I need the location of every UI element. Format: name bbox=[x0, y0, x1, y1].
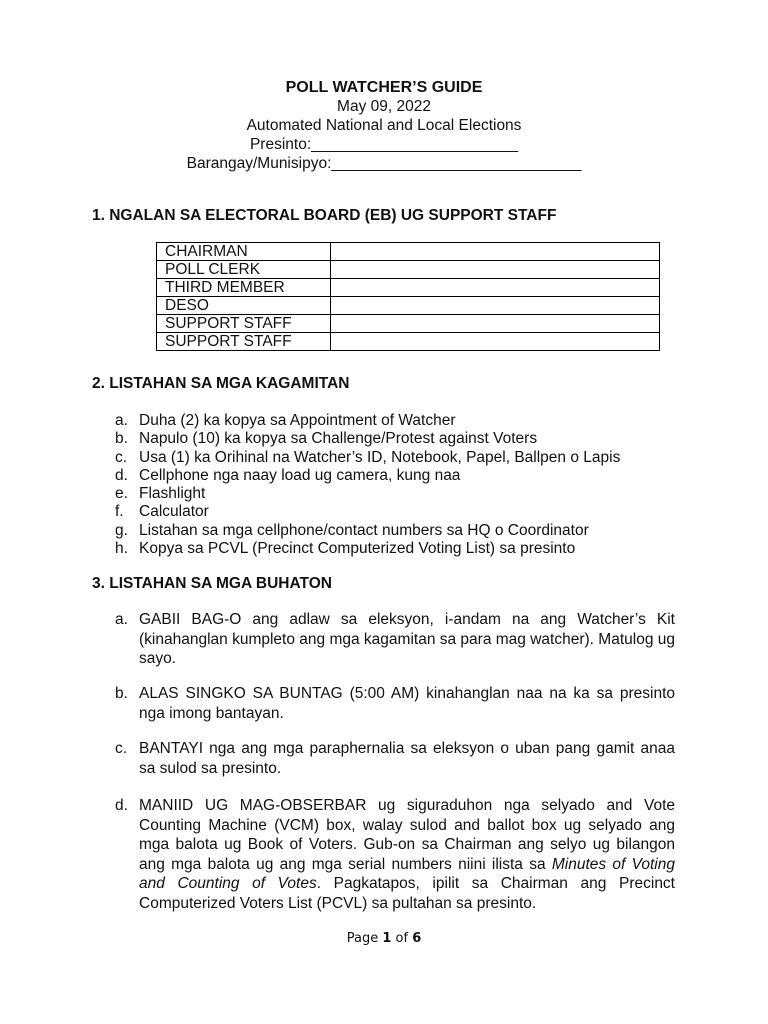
list-item bbox=[115, 449, 620, 467]
list-item-text: Cellphone nga naay load ug camera, kung naa bbox=[139, 466, 461, 484]
task-marker: c. bbox=[115, 740, 128, 757]
role-cell: CHAIRMAN bbox=[157, 243, 331, 261]
task-item bbox=[115, 796, 675, 913]
task-text: ALAS SINGKO SA BUNTAG (5:00 AM) kinahanglan naa na ka sa presinto nga imong bantayan. bbox=[139, 685, 675, 722]
section1-heading: 1. NGALAN SA ELECTORAL BOARD (EB) UG SUPPORT STAFF bbox=[92, 207, 557, 224]
name-cell bbox=[331, 297, 660, 315]
section3-heading: 3. LISTAHAN SA MGA BUHATON bbox=[92, 575, 332, 592]
list-item bbox=[115, 522, 620, 540]
list-item-text: Kopya sa PCVL (Precinct Computerized Voting List) sa presinto bbox=[139, 540, 576, 558]
task-text: BANTAYI nga ang mga paraphernalia sa eleksyon o uban pang gamit anaa sa sulod sa presinto. bbox=[139, 740, 675, 777]
name-cell bbox=[331, 243, 660, 261]
task-item bbox=[115, 610, 675, 669]
role-cell: THIRD MEMBER bbox=[157, 279, 331, 297]
task-text-part: . Pagkatapos, ipilit sa Chairman ang Precinct Computerized Voters List (PCVL) sa pultahan sa presinto. bbox=[139, 875, 675, 912]
election-name: Automated National and Local Elections bbox=[246, 117, 522, 134]
table-row bbox=[157, 279, 660, 297]
list-item bbox=[115, 467, 620, 485]
name-cell bbox=[331, 315, 660, 333]
table-row bbox=[157, 333, 660, 351]
list-marker: b. bbox=[115, 430, 128, 448]
role-cell: SUPPORT STAFF bbox=[157, 333, 331, 351]
task-item bbox=[115, 684, 675, 723]
list-marker: e. bbox=[115, 485, 128, 503]
electoral-board-table bbox=[156, 242, 660, 351]
barangay-field: Barangay/Munisipyo:_____________________________ bbox=[186, 155, 582, 172]
table-row bbox=[157, 297, 660, 315]
table-row bbox=[157, 243, 660, 261]
list-item bbox=[115, 540, 620, 558]
document-header bbox=[0, 78, 768, 173]
list-item bbox=[115, 503, 620, 521]
task-marker: a. bbox=[115, 611, 128, 628]
list-marker: a. bbox=[115, 412, 128, 429]
role-cell: SUPPORT STAFF bbox=[157, 315, 331, 333]
presinto-field: Presinto:________________________ bbox=[249, 136, 519, 153]
list-item-text: Calculator bbox=[139, 503, 209, 521]
list-marker: d. bbox=[115, 466, 128, 484]
of-word: of bbox=[395, 931, 409, 946]
page-total: 6 bbox=[412, 931, 422, 946]
list-item-text: Duha (2) ka kopya sa Appointment of Watcher bbox=[139, 412, 456, 429]
list-marker: h. bbox=[115, 540, 128, 558]
list-item bbox=[115, 485, 620, 503]
role-cell: POLL CLERK bbox=[157, 261, 331, 279]
name-cell bbox=[331, 261, 660, 279]
task-marker: d. bbox=[115, 797, 128, 814]
page-footer bbox=[0, 931, 768, 946]
task-item bbox=[115, 739, 675, 778]
supplies-list bbox=[115, 412, 620, 558]
task-marker: b. bbox=[115, 685, 128, 702]
role-cell: DESO bbox=[157, 297, 331, 315]
list-item-text: Napulo (10) ka kopya sa Challenge/Protest against Voters bbox=[139, 430, 538, 448]
list-item-text: Flashlight bbox=[139, 485, 206, 503]
name-cell bbox=[331, 279, 660, 297]
task-text-italic: Minutes of Voting and Counting of Votes bbox=[139, 855, 675, 892]
list-item bbox=[115, 412, 620, 430]
list-item-text: Listahan sa mga cellphone/contact numbers sa HQ o Coordinator bbox=[139, 521, 589, 539]
task-text bbox=[139, 796, 675, 913]
page-number: 1 bbox=[382, 931, 392, 946]
page-word: Page bbox=[346, 931, 379, 946]
section2-heading: 2. LISTAHAN SA MGA KAGAMITAN bbox=[92, 375, 350, 392]
document-title: POLL WATCHER’S GUIDE bbox=[285, 79, 483, 96]
election-date: May 09, 2022 bbox=[337, 98, 431, 115]
list-item bbox=[115, 430, 620, 448]
list-marker: g. bbox=[115, 521, 128, 539]
list-item-text: Usa (1) ka Orihinal na Watcher’s ID, Notebook, Papel, Ballpen o Lapis bbox=[139, 448, 621, 466]
list-marker: f. bbox=[115, 503, 124, 521]
task-text-part: MANIID UG MAG-OBSERBAR ug siguraduhon nga selyado and Vote Counting Machine (VCM) box, walay sulod and ballot box ug selyado ang mga balota ug Book of Voters. Gub-on sa Chairman ang selyo ug bilangon ang mga balota ug ang mga serial numbers niini ilista sa bbox=[139, 797, 675, 873]
name-cell bbox=[331, 333, 660, 351]
table-row bbox=[157, 261, 660, 279]
table-row bbox=[157, 315, 660, 333]
task-text: GABII BAG-O ang adlaw sa eleksyon, i-andam na ang Watcher’s Kit (kinahanglan kumpleto ang mga kagamitan sa para mag watcher). Matulog ug sayo. bbox=[139, 611, 675, 667]
list-marker: c. bbox=[115, 448, 128, 466]
